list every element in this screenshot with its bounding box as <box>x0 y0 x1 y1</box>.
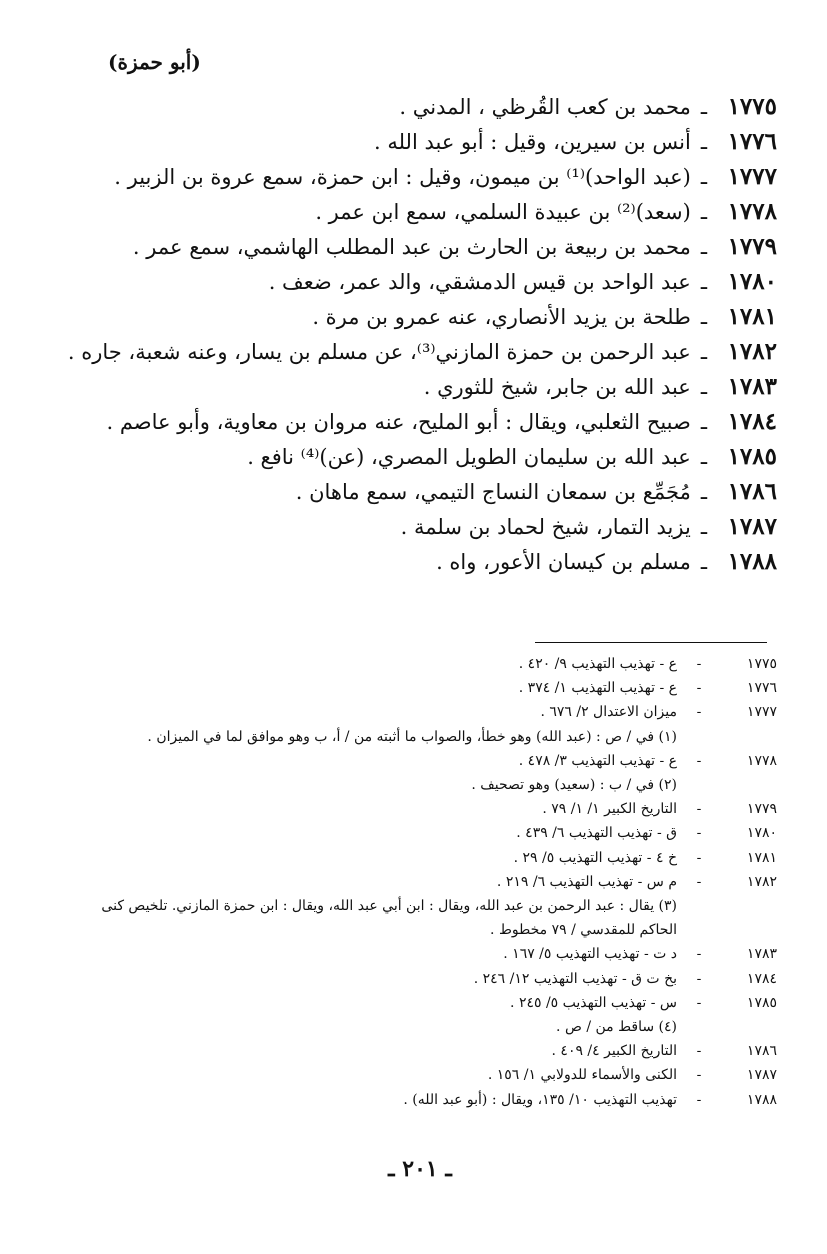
footnote-row <box>497 870 777 894</box>
footnote-text: الكنى والأسماء للدولابي ١/ ١٥٦ . <box>487 1067 677 1084</box>
entry-number: ١٧٨١ <box>727 303 777 330</box>
footnote-row <box>552 1039 777 1063</box>
entry-dash: ـ <box>700 480 707 504</box>
entry-dash: ـ <box>700 445 707 469</box>
footnote-dash: - <box>696 752 702 769</box>
entry-dash: ـ <box>700 305 707 329</box>
entry-text: محمد بن كعب القُرظي ، المدني . <box>399 95 691 119</box>
footnote-dash: - <box>696 656 702 672</box>
footnote-continuation: الحاكم للمقدسي / ٧٩ مخطوط . <box>490 922 677 939</box>
entry-row <box>312 300 777 334</box>
footnote-entry-number: ١٧٨٦ <box>746 1043 777 1060</box>
footnote-text: ع - تهذيب التهذيب ١/ ٣٧٤ . <box>518 680 677 697</box>
entry-row <box>114 160 777 194</box>
entry-row <box>424 370 777 404</box>
page-number: ـ ٢٠١ ـ <box>388 1156 452 1182</box>
footnote-row <box>519 652 777 676</box>
entry-text: أنس بن سيرين، وقيل : أبو عبد الله . <box>373 130 691 154</box>
footnote-dash: - <box>696 801 702 818</box>
footnote-dash: - <box>696 1091 702 1108</box>
footnote-row <box>540 700 777 724</box>
footnote-text: ع - تهذيب التهذيب ٩/ ٤٢٠ . <box>518 656 677 672</box>
footnote-row <box>474 967 777 991</box>
footnote-dash: - <box>696 849 702 866</box>
entry-row <box>269 265 777 299</box>
footnote-entry-number: ١٧٨٧ <box>746 1067 777 1084</box>
footnote-entry-number: ١٧٧٧ <box>746 704 777 721</box>
footnote-dash: - <box>696 704 702 721</box>
entry-dash: ـ <box>700 200 707 224</box>
footnote-text: تهذيب التهذيب ١٠/ ١٣٥، ويقال : (أبو عبد الله) . <box>403 1091 677 1108</box>
footnote-row <box>503 942 777 966</box>
footnote-dash: - <box>696 1067 702 1084</box>
entry-text: عبد الله بن جابر، شيخ للثوري . <box>423 375 691 399</box>
entry-number: ١٧٧٧ <box>727 163 777 190</box>
entry-row <box>106 405 777 439</box>
entry-dash: ـ <box>700 165 707 189</box>
footnote-row <box>519 749 777 773</box>
footnote-text: التاريخ الكبير ١/ ١/ ٧٩ . <box>542 801 677 818</box>
footnote-text: ق - تهذيب التهذيب ٦/ ٤٣٩ . <box>516 825 677 842</box>
footnote-entry-number: ١٧٧٦ <box>746 680 777 697</box>
footnote-note: (٤) ساقط من / ص . <box>556 1019 677 1035</box>
entry-number: ١٧٨٧ <box>727 513 777 540</box>
footnote-text: التاريخ الكبير ٤/ ٤٠٩ . <box>551 1043 677 1060</box>
footnote-text: ميزان الاعتدال ٢/ ٦٧٦ . <box>540 704 677 721</box>
footnote-text: خ ٤ - تهذيب التهذيب ٥/ ٢٩ . <box>513 849 677 866</box>
footnote-dash: - <box>696 825 702 842</box>
entry-row <box>315 195 777 229</box>
footnote-separator <box>535 642 767 643</box>
footnote-row <box>101 894 777 918</box>
footnote-entry-number: ١٧٨٣ <box>746 946 777 963</box>
entry-dash: ـ <box>700 550 707 574</box>
entry-number: ١٧٨٢ <box>727 338 777 365</box>
footnote-row <box>488 1063 777 1087</box>
entry-text: طلحة بن يزيد الأنصاري، عنه عمرو بن مرة . <box>312 305 691 329</box>
entry-text: عبد الواحد بن قيس الدمشقي، والد عمر، ضعف . <box>268 270 691 294</box>
footnote-dash: - <box>696 994 702 1011</box>
entry-dash: ـ <box>700 235 707 259</box>
entry-text: يزيد التمار، شيخ لحماد بن سلمة . <box>400 515 691 539</box>
entry-number: ١٧٨٥ <box>727 443 777 470</box>
entry-text: محمد بن ربيعة بن الحارث بن عبد المطلب الهاشمي، سمع عمر . <box>132 235 691 259</box>
entry-dash: ـ <box>700 95 707 119</box>
entry-dash: ـ <box>700 270 707 294</box>
footnote-dash: - <box>696 970 702 987</box>
footnote-row <box>556 1015 777 1039</box>
footnote-row <box>403 1088 777 1112</box>
entry-number: ١٧٧٦ <box>727 128 777 155</box>
entry-number: ١٧٨٠ <box>727 268 777 295</box>
footnote-row <box>147 725 777 749</box>
footnote-row <box>519 676 777 700</box>
footnote-text: د ت - تهذيب التهذيب ٥/ ١٦٧ . <box>503 946 677 963</box>
entry-text: (سعد)⁽²⁾ بن عبيدة السلمي، سمع ابن عمر . <box>315 200 691 224</box>
entry-row <box>68 335 777 369</box>
entry-row <box>399 90 777 124</box>
footnote-note: (١) في / ص : (عبد الله) وهو خطأ، والصواب ما أثبته من / أ، ب وهو موافق لما في الميزان . <box>147 728 677 745</box>
footnote-note: (٣) يقال : عبد الرحمن بن عبد الله، ويقال : ابن أبي عبد الله، ويقال : ابن حمزة المازني. تلخيص كنى <box>101 898 677 914</box>
entry-number: ١٧٧٨ <box>727 198 777 225</box>
footnote-entry-number: ١٧٧٥ <box>746 656 777 672</box>
entry-number: ١٧٧٥ <box>727 93 777 120</box>
footnote-entry-number: ١٧٨٤ <box>746 970 777 987</box>
footnote-entry-number: ١٧٨١ <box>746 849 777 866</box>
footnote-text: بخ ت ق - تهذيب التهذيب ١٢/ ٢٤٦ . <box>473 970 677 987</box>
footnote-dash: - <box>696 946 702 963</box>
footnote-row <box>542 797 777 821</box>
page-header: (أبو حمزة) <box>108 50 201 74</box>
entry-row <box>436 545 777 579</box>
entry-row <box>247 440 777 474</box>
footnote-text: م س - تهذيب التهذيب ٦/ ٢١٩ . <box>496 873 677 890</box>
entry-text: صبيح الثعلبي، ويقال : أبو المليح، عنه مروان بن معاوية، وأبو عاصم . <box>106 410 691 434</box>
entry-number: ١٧٨٤ <box>727 408 777 435</box>
footnote-entry-number: ١٧٨٢ <box>746 873 777 890</box>
footnote-text: س - تهذيب التهذيب ٥/ ٢٤٥ . <box>510 994 677 1011</box>
entry-number: ١٧٨٨ <box>727 548 777 575</box>
footnote-note: (٢) في / ب : (سعيد) وهو تصحيف . <box>471 777 677 793</box>
entry-dash: ـ <box>700 375 707 399</box>
footnote-dash: - <box>696 873 702 890</box>
footnote-row <box>471 773 777 797</box>
entry-row <box>401 510 777 544</box>
entry-dash: ـ <box>700 515 707 539</box>
entry-dash: ـ <box>700 340 707 364</box>
entry-dash: ـ <box>700 130 707 154</box>
entry-number: ١٧٨٣ <box>727 373 777 400</box>
footnote-entry-number: ١٧٧٩ <box>746 801 777 818</box>
footnote-dash: - <box>696 680 702 697</box>
entry-text: مُجَمِّع بن سمعان النساج التيمي، سمع ماهان . <box>295 480 691 504</box>
footnote-row <box>490 918 777 942</box>
entry-text: (عبد الواحد)⁽¹⁾ بن ميمون، وقيل : ابن حمزة، سمع عروة بن الزبير . <box>114 165 691 189</box>
footnote-row <box>516 821 777 845</box>
footnote-entry-number: ١٧٨٨ <box>746 1091 777 1108</box>
entry-text: مسلم بن كيسان الأعور، واه . <box>436 550 691 574</box>
footnote-row <box>510 991 777 1015</box>
entry-number: ١٧٨٦ <box>727 478 777 505</box>
footnote-entry-number: ١٧٨٥ <box>746 994 777 1011</box>
footnote-entry-number: ١٧٨٠ <box>746 825 777 842</box>
entry-row <box>133 230 777 264</box>
entry-text: عبد الله بن سليمان الطويل المصري، (عن)⁽⁴⁾ نافع . <box>247 445 691 469</box>
entry-number: ١٧٧٩ <box>727 233 777 260</box>
entry-row <box>374 125 777 159</box>
footnote-row <box>514 846 777 870</box>
footnote-entry-number: ١٧٧٨ <box>746 752 777 769</box>
footnote-text: ع - تهذيب التهذيب ٣/ ٤٧٨ . <box>518 752 677 769</box>
entry-dash: ـ <box>700 410 707 434</box>
entry-row <box>296 475 777 509</box>
entry-text: عبد الرحمن بن حمزة المازني⁽³⁾، عن مسلم بن يسار، وعنه شعبة، جاره . <box>67 340 691 364</box>
footnote-dash: - <box>696 1043 702 1060</box>
